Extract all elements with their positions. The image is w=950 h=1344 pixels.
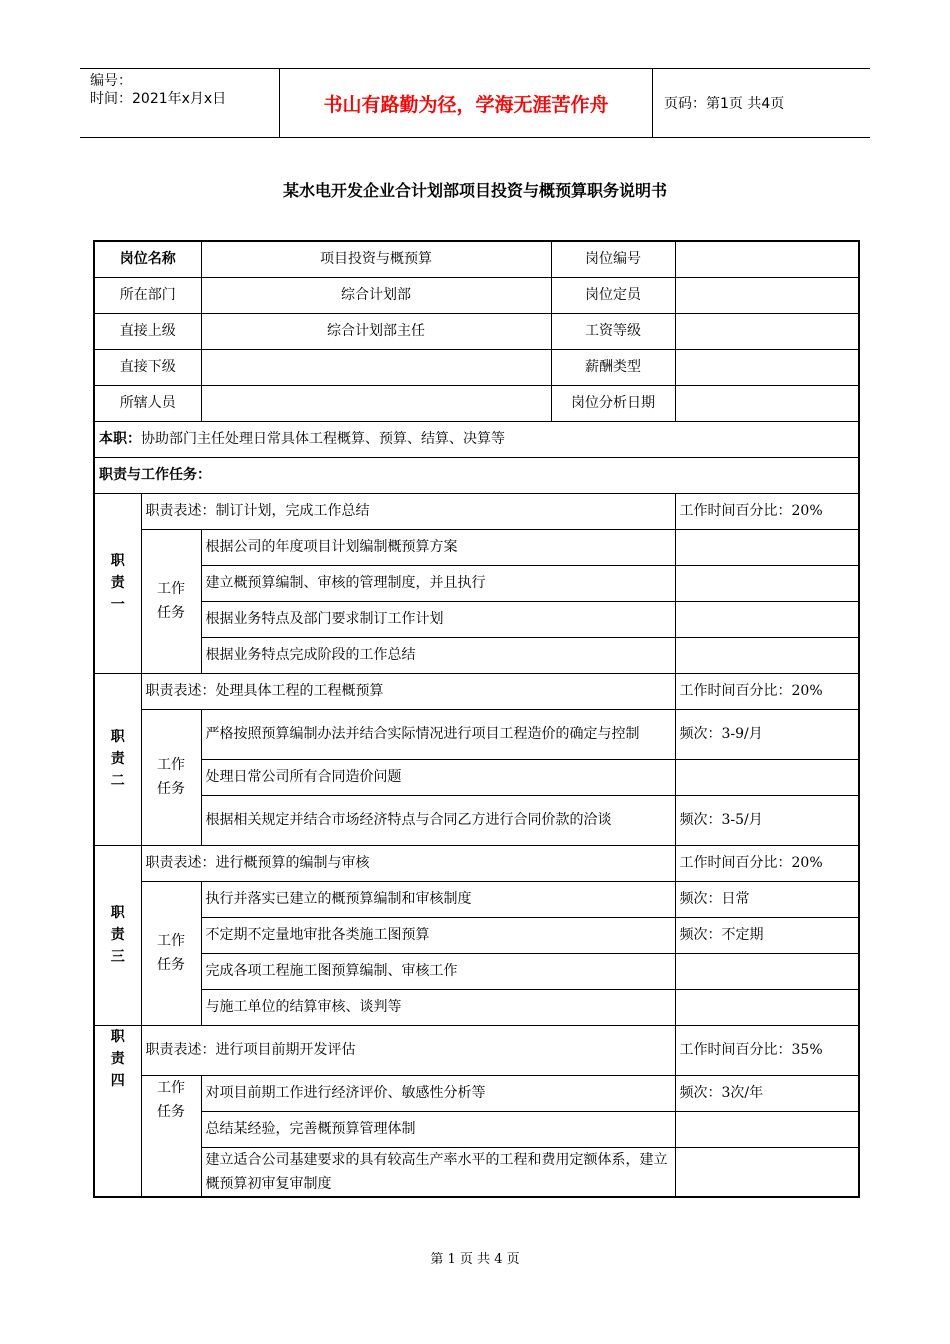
duty-row	[94, 421, 859, 457]
info-label: 直接下级	[94, 349, 201, 385]
info-row	[94, 277, 859, 313]
info-label: 所在部门	[94, 277, 201, 313]
task-text: 根据公司的年度项目计划编制概预算方案	[201, 529, 675, 565]
info-value-2	[675, 241, 859, 277]
info-label-2: 薪酬类型	[551, 349, 675, 385]
task-row	[94, 529, 859, 565]
info-value: 综合计划部主任	[201, 313, 551, 349]
info-value-2	[675, 385, 859, 421]
task-text: 与施工单位的结算审核、谈判等	[201, 989, 675, 1025]
task-frequency	[675, 529, 859, 565]
info-value	[201, 385, 551, 421]
duty-description: 职责表述：进行概预算的编制与审核	[141, 845, 675, 881]
task-text: 执行并落实已建立的概预算编制和审核制度	[201, 881, 675, 917]
task-frequency: 频次：不定期	[675, 917, 859, 953]
motto: 书山有路勤为径，学海无涯苦作舟	[280, 69, 653, 137]
task-frequency: 频次：3次/年	[675, 1075, 859, 1111]
work-time-percent: 工作时间百分比：20%	[675, 845, 859, 881]
task-frequency: 频次：日常	[675, 881, 859, 917]
task-text: 建立概预算编制、审核的管理制度，并且执行	[201, 565, 675, 601]
info-value	[201, 349, 551, 385]
task-text: 根据业务特点完成阶段的工作总结	[201, 637, 675, 673]
task-frequency	[675, 601, 859, 637]
info-row	[94, 349, 859, 385]
task-frequency: 频次：3-5/月	[675, 795, 859, 845]
task-row	[94, 759, 859, 795]
task-text: 处理日常公司所有合同造价问题	[201, 759, 675, 795]
task-text: 建立适合公司基建要求的具有较高生产率水平的工程和费用定额体系，建立概预算初审复审制度	[201, 1147, 675, 1197]
duty-text: 协助部门主任处理日常具体工程概算、预算、结算、决算等	[141, 431, 505, 447]
work-time-percent: 工作时间百分比：20%	[675, 493, 859, 529]
task-label: 工作 任务	[141, 529, 201, 673]
task-frequency	[675, 565, 859, 601]
info-value-2	[675, 349, 859, 385]
task-text: 根据相关规定并结合市场经济特点与合同乙方进行合同价款的洽谈	[201, 795, 675, 845]
task-text: 根据业务特点及部门要求制订工作计划	[201, 601, 675, 637]
task-row	[94, 637, 859, 673]
task-frequency	[675, 989, 859, 1025]
task-text: 不定期不定量地审批各类施工图预算	[201, 917, 675, 953]
task-row	[94, 989, 859, 1025]
task-row	[94, 565, 859, 601]
document-header	[80, 68, 870, 138]
task-row	[94, 917, 859, 953]
task-text: 对项目前期工作进行经济评价、敏感性分析等	[201, 1075, 675, 1111]
info-row	[94, 385, 859, 421]
header-meta	[80, 69, 280, 137]
info-value-2	[675, 277, 859, 313]
job-description-table	[93, 240, 860, 1198]
info-label: 所辖人员	[94, 385, 201, 421]
task-row	[94, 709, 859, 759]
info-value-2	[675, 313, 859, 349]
task-row	[94, 1147, 859, 1197]
task-frequency	[675, 953, 859, 989]
task-row	[94, 1111, 859, 1147]
time-label: 时间：2021年x月x日	[90, 91, 227, 107]
info-label-2: 岗位分析日期	[551, 385, 675, 421]
duty-description: 职责表述：制订计划，完成工作总结	[141, 493, 675, 529]
duty-desc-row	[94, 845, 859, 881]
duty-section-label: 职 责 一	[94, 493, 141, 673]
task-frequency: 频次：3-9/月	[675, 709, 859, 759]
number-label: 编号：	[90, 73, 132, 89]
info-value: 综合计划部	[201, 277, 551, 313]
task-row	[94, 881, 859, 917]
task-label: 工作 任务	[141, 709, 201, 845]
document-title: 某水电开发企业合计划部项目投资与概预算职务说明书	[282, 181, 667, 200]
info-row	[94, 313, 859, 349]
task-frequency	[675, 1111, 859, 1147]
task-frequency	[675, 1147, 859, 1197]
info-label: 直接上级	[94, 313, 201, 349]
duty-description: 职责表述：进行项目前期开发评估	[141, 1025, 675, 1075]
page-footer: 第 1 页 共 4 页	[430, 1252, 520, 1267]
task-row	[94, 601, 859, 637]
work-time-percent: 工作时间百分比：35%	[675, 1025, 859, 1075]
info-row	[94, 241, 859, 277]
info-label: 岗位名称	[94, 241, 201, 277]
task-frequency	[675, 637, 859, 673]
tasks-heading: 职责与工作任务：	[94, 457, 859, 493]
task-row	[94, 795, 859, 845]
duty-section-label: 职 责 三	[94, 845, 141, 1025]
duty-desc-row	[94, 673, 859, 709]
duty-desc-row	[94, 493, 859, 529]
info-label-2: 岗位编号	[551, 241, 675, 277]
duty-description: 职责表述：处理具体工程的工程概预算	[141, 673, 675, 709]
task-text: 完成各项工程施工图预算编制、审核工作	[201, 953, 675, 989]
task-text: 严格按照预算编制办法并结合实际情况进行项目工程造价的确定与控制	[201, 709, 675, 759]
duty-section-label: 职 责 四	[94, 1025, 141, 1197]
task-row	[94, 1075, 859, 1111]
duty-section-label: 职 责 二	[94, 673, 141, 845]
work-time-percent: 工作时间百分比：20%	[675, 673, 859, 709]
task-text: 总结某经验，完善概预算管理体制	[201, 1111, 675, 1147]
duty-desc-row	[94, 1025, 859, 1075]
duty-label: 本职：	[99, 431, 141, 447]
task-row	[94, 953, 859, 989]
info-label-2: 工资等级	[551, 313, 675, 349]
task-label: 工作 任务	[141, 1075, 201, 1197]
task-label: 工作 任务	[141, 881, 201, 1025]
info-label-2: 岗位定员	[551, 277, 675, 313]
info-value: 项目投资与概预算	[201, 241, 551, 277]
page-info: 页码：第1页 共4页	[664, 96, 785, 112]
task-frequency	[675, 759, 859, 795]
